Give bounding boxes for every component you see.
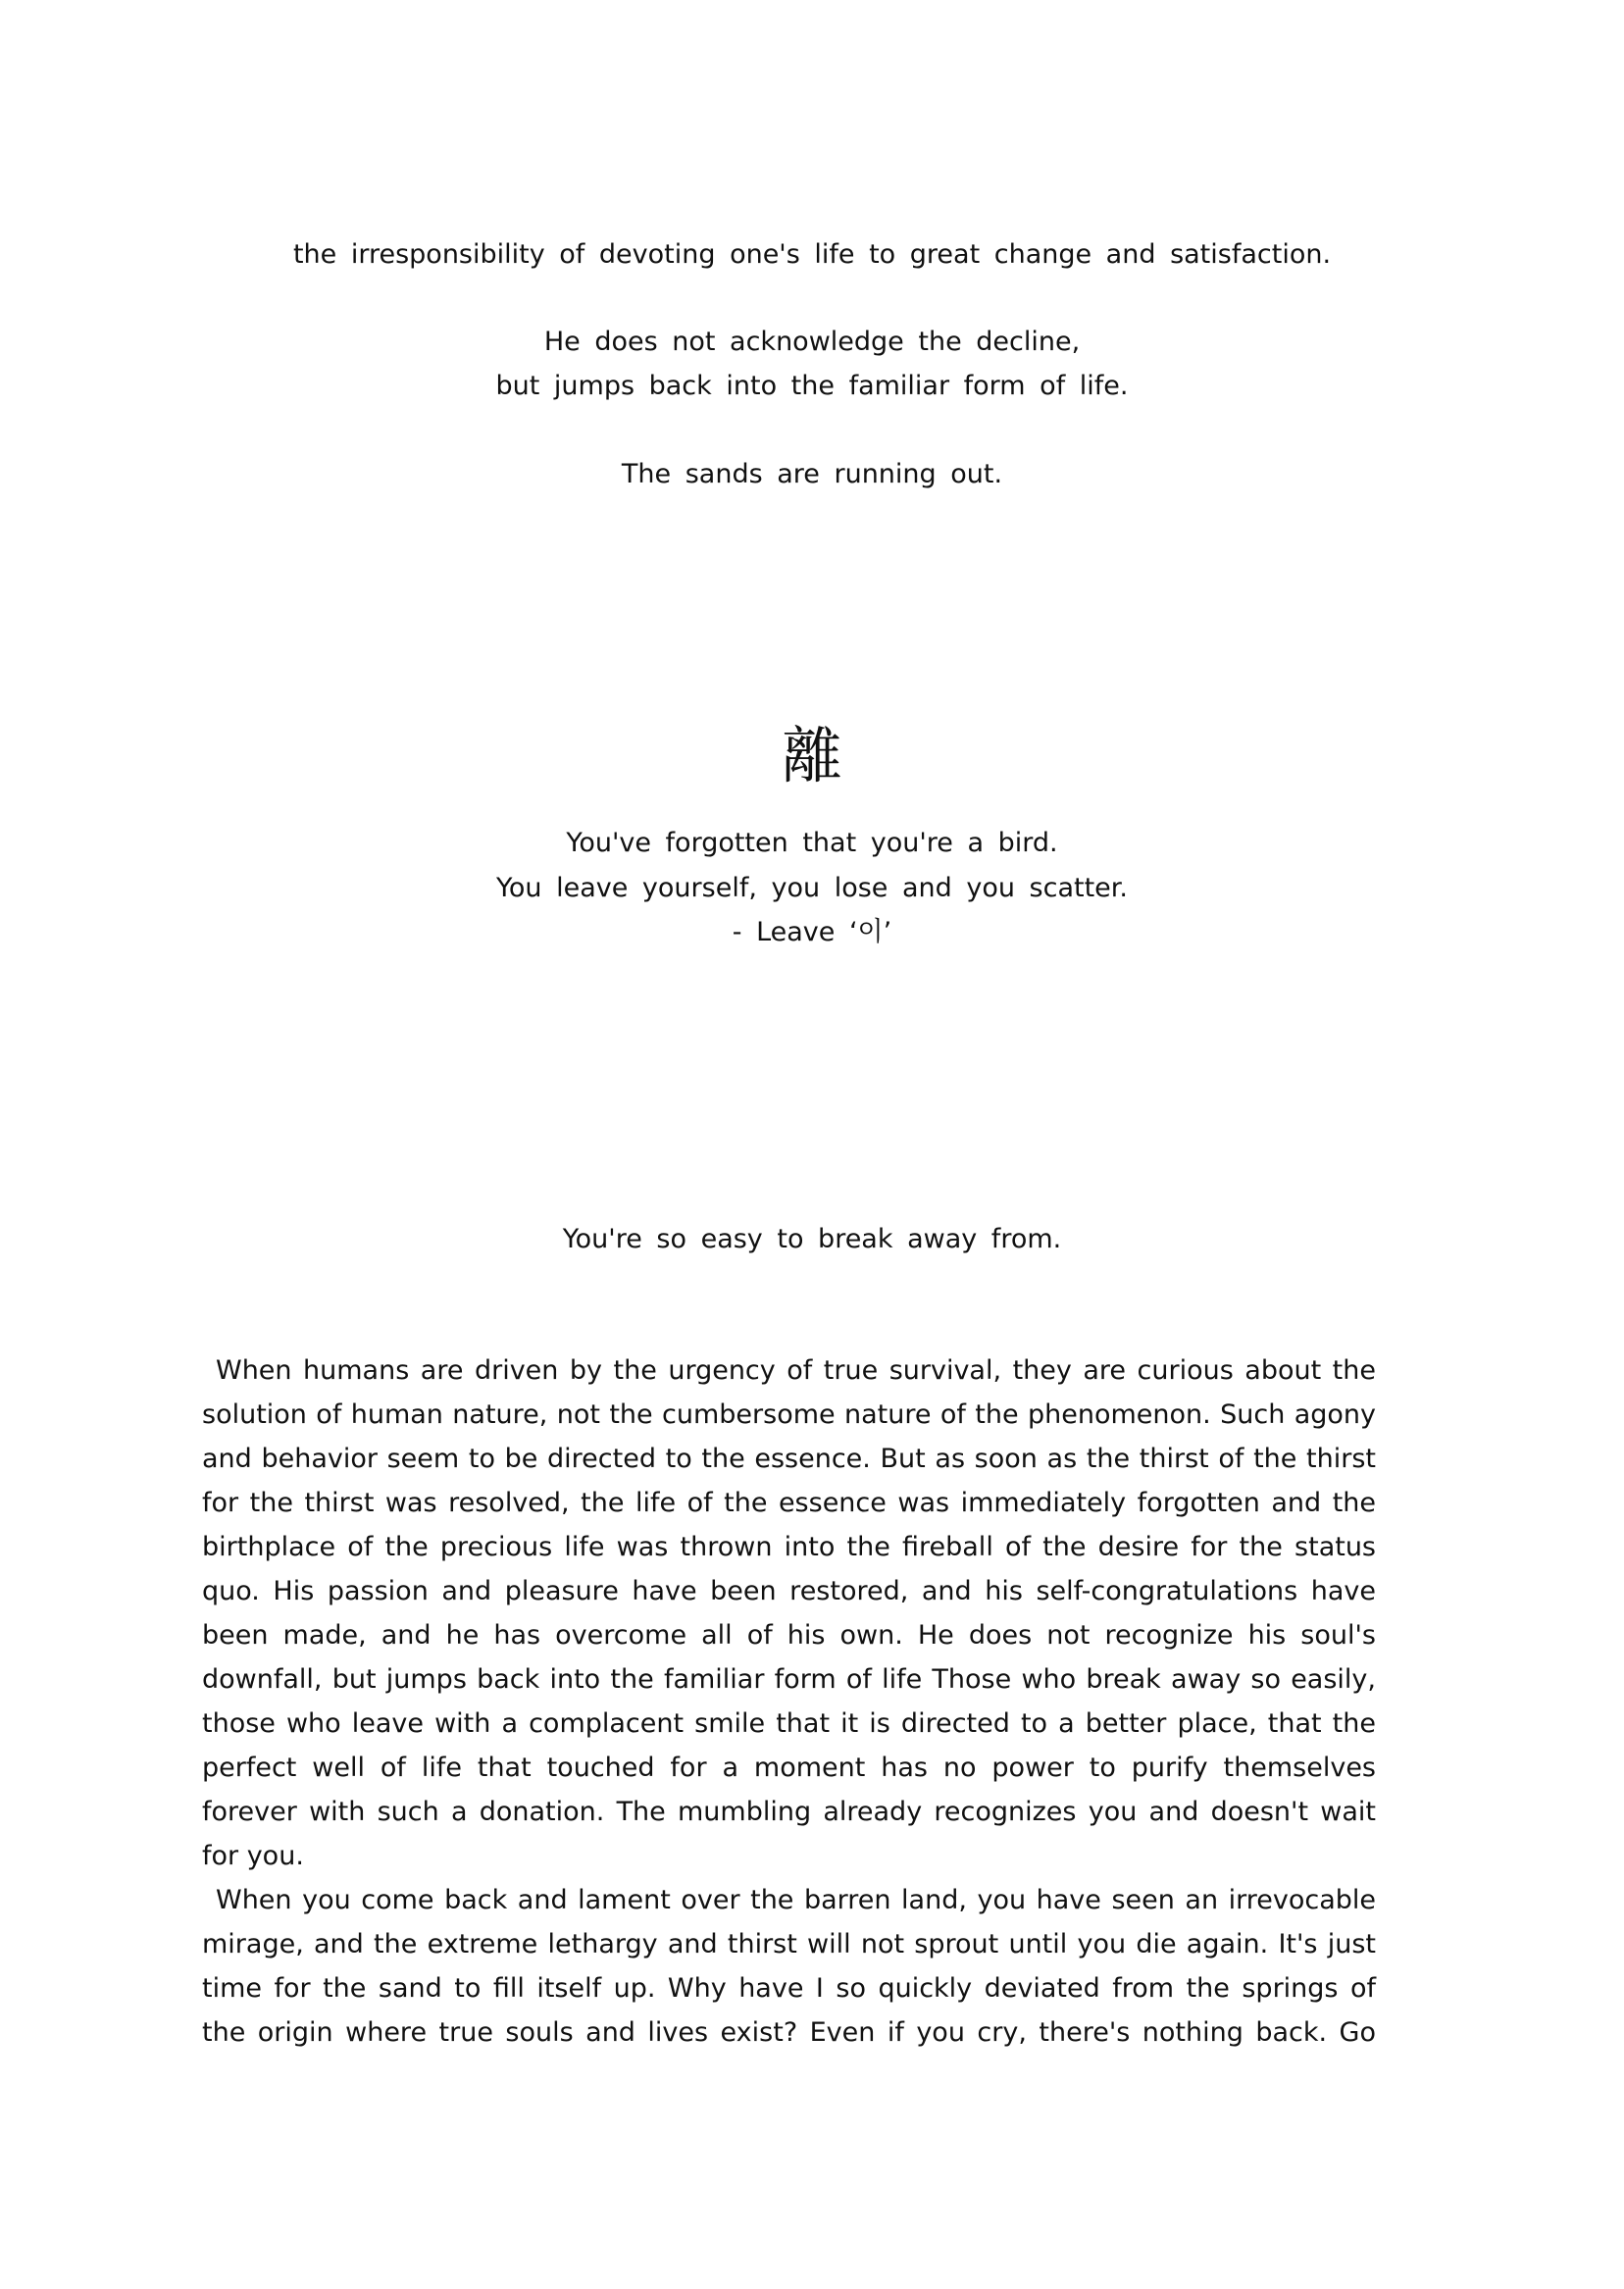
paragraph-line: birthplace of the precious life was thrown into the fireball of the desire for the status: [202, 1532, 1376, 1562]
paragraph-line: solution of human nature, not the cumbersome nature of the phenomenon. Such agony: [202, 1399, 1376, 1430]
paragraph-line: When humans are driven by the urgency of true survival, they are curious about the: [216, 1355, 1376, 1386]
paragraph-line: those who leave with a complacent smile that it is directed to a better place, that the: [202, 1708, 1376, 1739]
text-line: the irresponsibility of devoting one's life to great change and satisfaction.: [292, 239, 1332, 270]
paragraph-line: for the thirst was resolved, the life of the essence was immediately forgotten and the: [202, 1488, 1376, 1518]
paragraph-line: forever with such a donation. The mumbling already recognizes you and doesn't wait: [202, 1797, 1376, 1827]
paragraph-line: and behavior seem to be directed to the essence. But as soon as the thirst of the thirst: [202, 1444, 1376, 1474]
paragraph-line: been made, and he has overcome all of his own. He does not recognize his soul's: [202, 1620, 1376, 1651]
paragraph-line: time for the sand to fill itself up. Why have I so quickly deviated from the springs of: [202, 1973, 1376, 2004]
text-line: He does not acknowledge the decline,: [543, 327, 1081, 357]
paragraph-line: perfect well of life that touched for a moment has no power to purify themselves: [202, 1753, 1376, 1783]
body-paragraph: [202, 1348, 1376, 2055]
paragraph-line: quo. His passion and pleasure have been restored, and his self-congratulations have: [202, 1576, 1376, 1606]
text-line: but jumps back into the familiar form of life.: [495, 371, 1129, 401]
epigraph-attribution: - Leave ‘이’: [732, 917, 892, 947]
paragraph-line: the origin where true souls and lives exist? Even if you cry, there's nothing back. Go: [202, 2017, 1376, 2048]
paragraph-line: mirage, and the extreme lethargy and thirst will not sprout until you die again. It's just: [202, 1929, 1376, 1959]
paragraph-line: When you come back and lament over the barren land, you have seen an irrevocable: [216, 1885, 1376, 1915]
section-hanja-title: 離: [781, 720, 842, 791]
subtitle: You're so easy to break away from.: [562, 1224, 1062, 1254]
text-line: The sands are running out.: [621, 459, 1003, 489]
epigraph-line: You've forgotten that you're a bird.: [566, 828, 1058, 858]
paragraph-line: for you.: [202, 1841, 304, 1871]
epigraph-line: You leave yourself, you lose and you scatter.: [495, 873, 1128, 903]
paragraph-line: downfall, but jumps back into the familiar form of life Those who break away so easily,: [202, 1664, 1376, 1695]
